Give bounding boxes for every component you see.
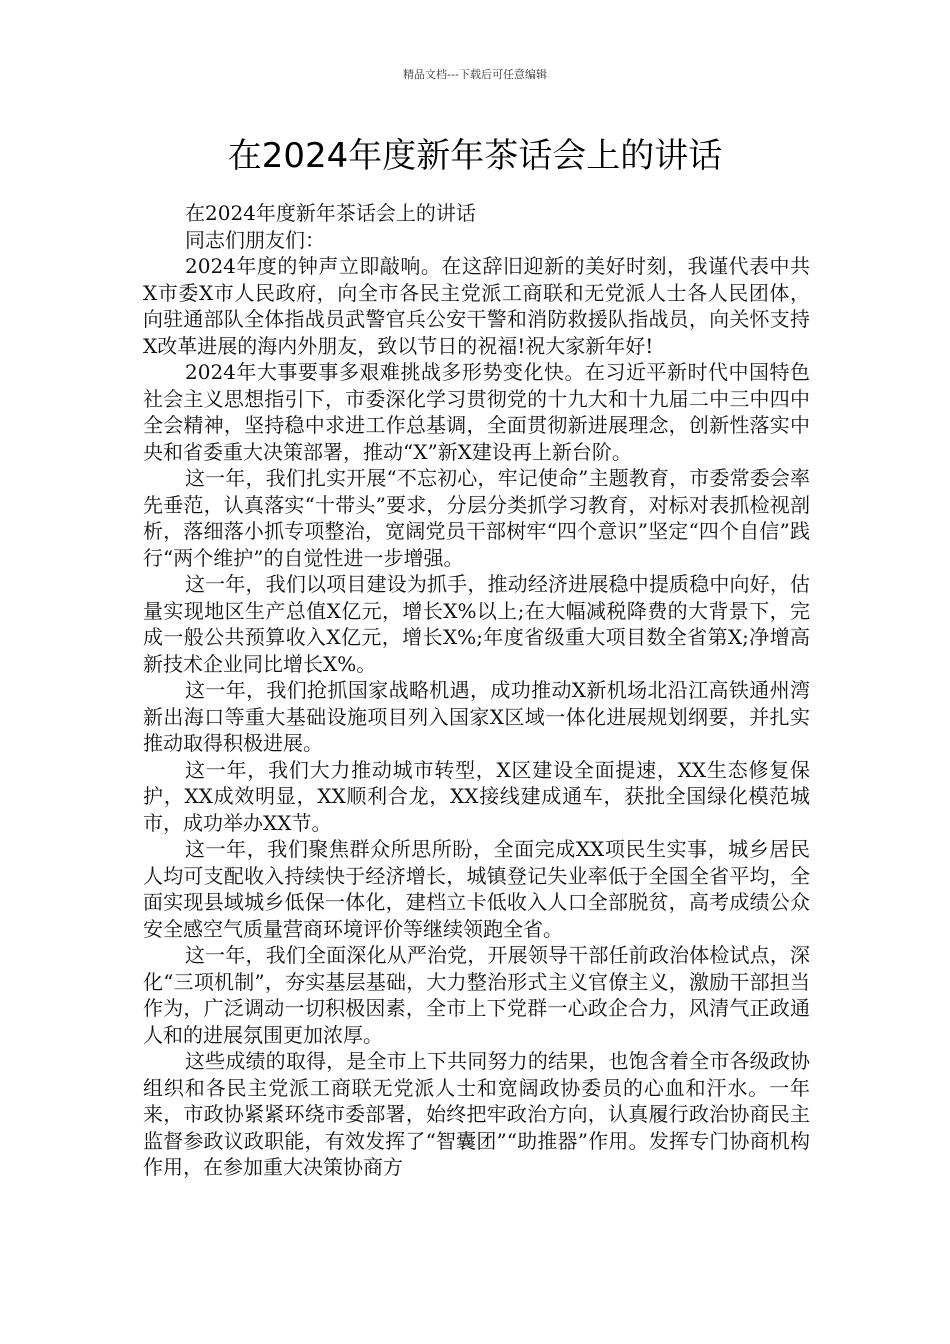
paragraph: 这一年，我们扎实开展“不忘初心，牢记使命”主题教育，市委常委会率先垂范，认真落实“十带头”要求，分层分类抓学习教育，对标对表抓检视剖析，落细落小抓专项整治，宽阔党员干部树牢“四个意识”坚定“四个自信”践行“两个维护”的自觉性进一步增强。: [143, 466, 810, 570]
paragraph-subtitle: 在2024年度新年茶话会上的讲话: [185, 201, 476, 225]
header-note: 精品文档---下载后可任意编辑: [403, 68, 547, 81]
paragraph: 这些成绩的取得，是全市上下共同努力的结果，也饱含着全市各级政协组织和各民主党派工商联无党派人士和宽阔政协委员的心血和汗水。一年来，市政协紧紧环绕市委部署，始终把牢政治方向，认真履行政治协商民主监督参政议政职能，有效发挥了“智囊团”“助推器”作用。发挥专门协商机构作用，在参加重大决策协商方: [143, 1049, 810, 1179]
paragraph: 这一年，我们以项目建设为抓手，推动经济进展稳中提质稳中向好，估量实现地区生产总值X亿元，增长X%以上;在大幅减税降费的大背景下，完成一般公共预算收入X亿元，增长X%;年度省级重大项目数全省第X;净增高新技术企业同比增长X%。: [143, 572, 810, 676]
document-body: [143, 200, 810, 1181]
document-title: 在2024年度新年茶话会上的讲话: [227, 136, 723, 176]
paragraph: 这一年，我们抢抓国家战略机遇，成功推动X新机场北沿江高铁通州湾新出海口等重大基础设施项目列入国家X区域一体化进展规划纲要，并扎实推动取得积极进展。: [143, 678, 810, 755]
paragraph: 这一年，我们全面深化从严治党，开展领导干部任前政治体检试点，深化“三项机制”，夯实基层基础，大力整治形式主义官僚主义，激励干部担当作为，广泛调动一切积极因素，全市上下党群一心政企合力，风清气正政通人和的进展氛围更加浓厚。: [143, 943, 810, 1047]
paragraph-salutation: 同志们朋友们：: [185, 227, 325, 252]
paragraph: 2024年大事要事多艰难挑战多形势变化快。在习近平新时代中国特色社会主义思想指引下，市委深化学习贯彻党的十九大和十九届二中三中四中全会精神，坚持稳中求进工作总基调，全面贯彻新进展理念，创新性落实中央和省委重大决策部署，推动“X”新X建设再上新台阶。: [143, 360, 810, 464]
paragraph: 这一年，我们聚焦群众所思所盼，全面完成XX项民生实事，城乡居民人均可支配收入持续快于经济增长，城镇登记失业率低于全国全省平均，全面实现县域城乡低保一体化，建档立卡低收入人口全部脱贫，高考成绩公众安全感空气质量营商环境评价等继续领跑全省。: [143, 837, 810, 941]
paragraph: 2024年度的钟声立即敲响。在这辞旧迎新的美好时刻，我谨代表中共X市委X市人民政府，向全市各民主党派工商联和无党派人士各人民团体，向驻通部队全体指战员武警官兵公安干警和消防救援队指战员，向关怀支持X改革进展的海内外朋友，致以节日的祝福!祝大家新年好!: [143, 254, 810, 358]
paragraph: 这一年，我们大力推动城市转型，X区建设全面提速，XX生态修复保护，XX成效明显，XX顺利合龙，XX接线建成通车，获批全国绿化模范城市，成功举办XX节。: [143, 757, 810, 835]
